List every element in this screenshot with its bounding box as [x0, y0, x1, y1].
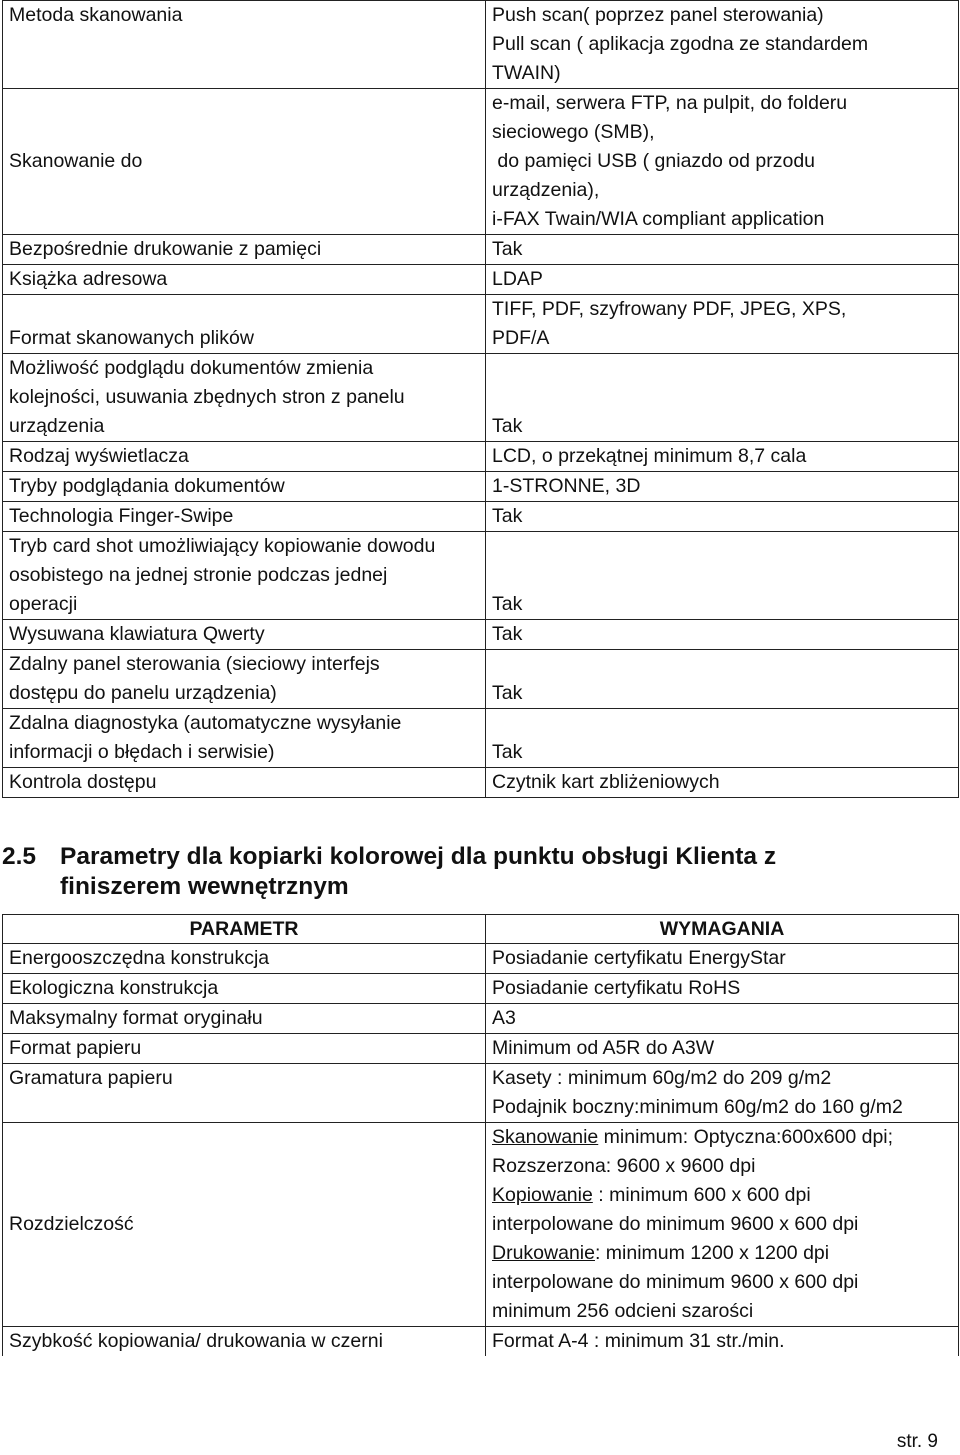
value-text: Tak: [492, 741, 523, 763]
value-text: PDF/A: [492, 327, 550, 349]
param-cell: [3, 89, 486, 235]
param-text: dostępu do panelu urządzenia): [9, 682, 277, 704]
param-cell: [3, 1, 486, 89]
value-text: Pull scan ( aplikacja zgodna ze standardem: [492, 33, 869, 55]
param-cell: [3, 532, 486, 620]
param-text: kolejności, usuwania zbędnych stron z panelu: [9, 386, 405, 408]
page-number: str. 9: [896, 1431, 938, 1452]
value-text: Tak: [492, 505, 523, 527]
value-text: e-mail, serwera FTP, na pulpit, do folderu: [492, 92, 848, 114]
table-row: [3, 1327, 959, 1357]
drukowanie-label: Drukowanie: [492, 1242, 595, 1264]
value-cell: [486, 768, 959, 798]
param-text: operacji: [9, 593, 78, 615]
value-cell: [486, 265, 959, 295]
param-cell: Energooszczędna konstrukcja: [3, 944, 486, 974]
value-text: Czytnik kart zbliżeniowych: [492, 771, 720, 793]
value-line: Podajnik boczny:minimum 60g/m2 do 160 g/m2: [492, 1096, 903, 1118]
value-text: TWAIN): [492, 62, 561, 84]
value-cell: [486, 709, 959, 768]
param-cell: [3, 295, 486, 354]
drukowanie-text: : minimum 1200 x 1200 dpi: [594, 1242, 830, 1264]
param-cell: [3, 709, 486, 768]
value-cell: [486, 295, 959, 354]
value-cell: Posiadanie certyfikatu EnergyStar: [486, 944, 959, 974]
table-row: [3, 295, 959, 354]
section-heading: [2, 842, 902, 902]
param-text: Format skanowanych plików: [9, 327, 254, 349]
param-text: urządzenia: [9, 415, 105, 437]
section-title-line2: finiszerem wewnętrznym: [60, 873, 349, 900]
table-row: [3, 532, 959, 620]
value-text: i-FAX Twain/WIA compliant application: [492, 208, 825, 230]
param-text: Zdalny panel sterowania (sieciowy interfejs: [9, 653, 380, 675]
value-text: sieciowego (SMB),: [492, 121, 655, 143]
param-text: Skanowanie do: [9, 150, 143, 172]
value-text: Tak: [492, 593, 523, 615]
table-row: [3, 620, 959, 650]
specs-table-1: [2, 0, 959, 798]
value-text: Tak: [492, 623, 523, 645]
table-row: [3, 1064, 959, 1123]
skanowanie-text: minimum: Optyczna:600x600 dpi;: [598, 1126, 894, 1148]
value-line: interpolowane do minimum 9600 x 600 dpi: [492, 1271, 859, 1293]
value-text: Tak: [492, 238, 523, 260]
param-text: Możliwość podglądu dokumentów zmienia: [9, 357, 374, 379]
param-cell: [3, 620, 486, 650]
param-text: Metoda skanowania: [9, 4, 183, 26]
value-cell: Minimum od A5R do A3W: [486, 1034, 959, 1064]
param-cell: Maksymalny format oryginału: [3, 1004, 486, 1034]
value-line: minimum 256 odcieni szarości: [492, 1300, 754, 1322]
value-cell: [486, 620, 959, 650]
value-cell: [486, 532, 959, 620]
value-line: Kasety : minimum 60g/m2 do 209 g/m2: [492, 1067, 832, 1089]
specs-table-2: [2, 914, 959, 1356]
value-text: Tak: [492, 415, 523, 437]
value-cell: [486, 1123, 959, 1327]
param-cell: [3, 442, 486, 472]
header-wymagania: WYMAGANIA: [486, 915, 959, 944]
param-text: Wysuwana klawiatura Qwerty: [9, 623, 265, 645]
table-row: [3, 1123, 959, 1327]
table-row: [3, 502, 959, 532]
value-text: LDAP: [492, 268, 543, 290]
value-cell: [486, 235, 959, 265]
param-text: Tryb card shot umożliwiający kopiowanie dowodu: [9, 535, 436, 557]
param-cell: [3, 1123, 486, 1327]
param-cell: Ekologiczna konstrukcja: [3, 974, 486, 1004]
table-row: [3, 944, 959, 974]
param-cell: [3, 354, 486, 442]
param-cell: Szybkość kopiowania/ drukowania w czerni: [3, 1327, 486, 1357]
table-row: [3, 442, 959, 472]
table-row: [3, 1004, 959, 1034]
kopiowanie-text: : minimum 600 x 600 dpi: [592, 1184, 811, 1206]
value-cell: [486, 472, 959, 502]
table-row: [3, 1034, 959, 1064]
value-text: TIFF, PDF, szyfrowany PDF, JPEG, XPS,: [492, 298, 847, 320]
param-text: Technologia Finger-Swipe: [9, 505, 234, 527]
param-cell: [3, 502, 486, 532]
value-cell: [486, 650, 959, 709]
param-cell: [3, 768, 486, 798]
value-line: Rozszerzona: 9600 x 9600 dpi: [492, 1155, 756, 1177]
value-text: LCD, o przekątnej minimum 8,7 cala: [492, 445, 807, 467]
skanowanie-label: Skanowanie: [492, 1126, 599, 1148]
param-cell: [3, 1064, 486, 1123]
value-cell: Format A-4 : minimum 31 str./min.: [486, 1327, 959, 1357]
param-text: Zdalna diagnostyka (automatyczne wysyłanie: [9, 712, 402, 734]
param-cell: [3, 235, 486, 265]
param-cell: Format papieru: [3, 1034, 486, 1064]
table-row: [3, 472, 959, 502]
param-text: Gramatura papieru: [9, 1067, 173, 1089]
value-line: [492, 1239, 952, 1268]
table-row: [3, 235, 959, 265]
value-cell: [486, 502, 959, 532]
kopiowanie-label: Kopiowanie: [492, 1184, 593, 1206]
param-text: Kontrola dostępu: [9, 771, 157, 793]
table-header-row: [3, 915, 959, 944]
param-text: Książka adresowa: [9, 268, 168, 290]
param-text: Tryby podglądania dokumentów: [9, 475, 285, 497]
value-text: do pamięci USB ( gniazdo od przodu: [492, 150, 816, 172]
table-row: [3, 265, 959, 295]
table-row: [3, 768, 959, 798]
value-cell: [486, 89, 959, 235]
param-text: Bezpośrednie drukowanie z pamięci: [9, 238, 322, 260]
table-row: [3, 1, 959, 89]
section-number: 2.5: [2, 843, 37, 870]
section-title-line1: Parametry dla kopiarki kolorowej dla punktu obsługi Klienta z: [60, 843, 777, 870]
value-cell: [486, 1064, 959, 1123]
table-row: [3, 974, 959, 1004]
value-line: interpolowane do minimum 9600 x 600 dpi: [492, 1213, 859, 1235]
param-text: osobistego na jednej stronie podczas jednej: [9, 564, 388, 586]
param-text: informacji o błędach i serwisie): [9, 741, 275, 763]
param-cell: [3, 650, 486, 709]
table-row: [3, 709, 959, 768]
param-text: Rodzaj wyświetlacza: [9, 445, 189, 467]
table-row: [3, 89, 959, 235]
table-row: [3, 354, 959, 442]
value-line: [492, 1181, 952, 1210]
value-text: urządzenia),: [492, 179, 600, 201]
value-cell: Posiadanie certyfikatu RoHS: [486, 974, 959, 1004]
value-cell: [486, 354, 959, 442]
header-parametr: PARAMETR: [3, 915, 486, 944]
value-cell: A3: [486, 1004, 959, 1034]
value-text: 1-STRONNE, 3D: [492, 475, 641, 497]
param-text: Rozdzielczość: [9, 1213, 134, 1235]
param-cell: [3, 472, 486, 502]
value-line: [492, 1123, 952, 1152]
param-cell: [3, 265, 486, 295]
table-row: [3, 650, 959, 709]
value-text: Push scan( poprzez panel sterowania): [492, 4, 824, 26]
value-cell: [486, 442, 959, 472]
value-cell: [486, 1, 959, 89]
value-text: Tak: [492, 682, 523, 704]
